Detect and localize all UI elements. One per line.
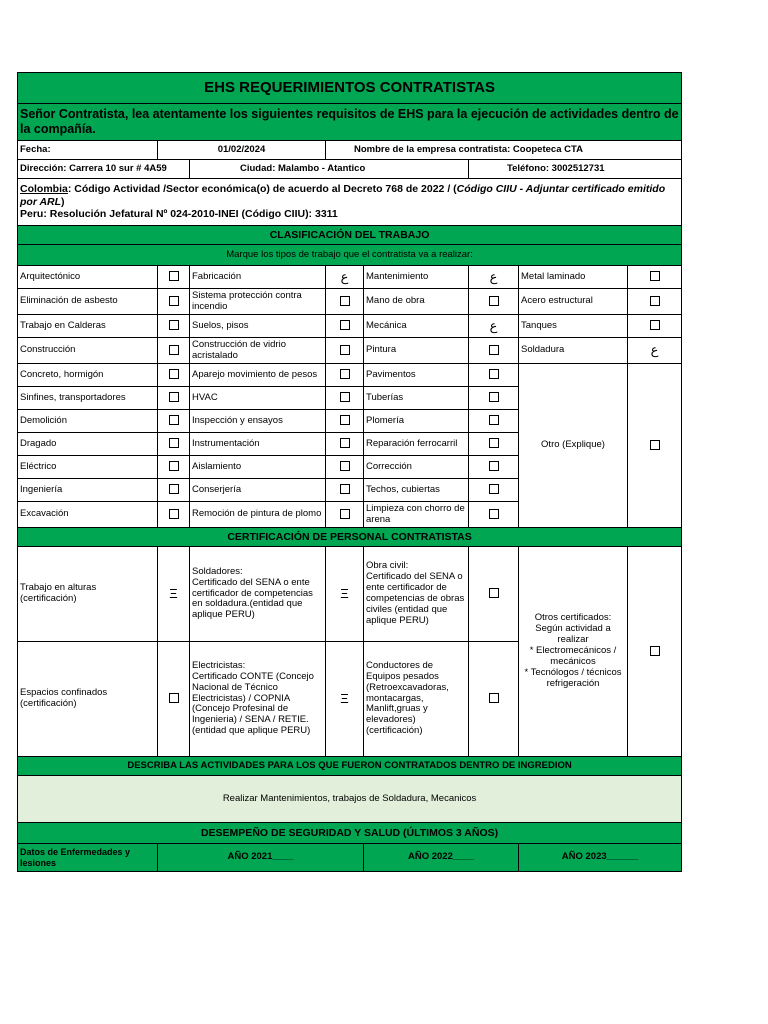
checkbox-empty-icon: [169, 461, 179, 471]
checkbox-empty-icon: [340, 415, 350, 425]
empresa-field[interactable]: Nombre de la empresa contratista: Coopeteca CTA: [326, 141, 682, 160]
checkbox-techos-cubiertas[interactable]: [469, 479, 519, 502]
checkbox-demolicion[interactable]: [158, 410, 190, 433]
year-2022-field[interactable]: AÑO 2022____: [364, 844, 519, 872]
checkbox-correccion[interactable]: [469, 456, 519, 479]
checkbox-empty-icon: [340, 320, 350, 330]
checkbox-construccion[interactable]: [158, 338, 190, 364]
checkbox-acero-estructural[interactable]: [628, 289, 682, 315]
checkbox-dragado[interactable]: [158, 433, 190, 456]
cert-obra-civil-label: Obra civil: Certificado del SENA o ente certificador de competencias de obras civiles (entidad que aplique PERU): [364, 547, 469, 642]
work-type-label: Limpieza con chorro de arena: [364, 502, 469, 528]
cert-confinados-label: Espacios confinados (certificación): [18, 642, 158, 757]
checkbox-empty-icon: [340, 461, 350, 471]
work-type-label: Trabajo en Calderas: [18, 315, 158, 338]
checkbox-sinfines-transportadores[interactable]: [158, 387, 190, 410]
checkbox-tanques[interactable]: [628, 315, 682, 338]
checkbox-empty-icon: [340, 296, 350, 306]
checkbox-empty-icon: [489, 509, 499, 519]
checkbox-mecanica[interactable]: [469, 315, 519, 338]
cert-electricistas-checkbox[interactable]: [326, 642, 364, 757]
checkbox-empty-icon: [169, 271, 179, 281]
checkbox-pintura[interactable]: [469, 338, 519, 364]
checkbox-concreto-hormigon[interactable]: [158, 364, 190, 387]
work-type-label: Concreto, hormigón: [18, 364, 158, 387]
checkbox-aparejo-movimiento-de-pesos[interactable]: [326, 364, 364, 387]
checkbox-empty-icon: [169, 509, 179, 519]
checkbox-empty-icon: [650, 440, 660, 450]
clasificacion-subheader: Marque los tipos de trabajo que el contratista va a realizar:: [18, 245, 682, 266]
checkbox-empty-icon: [169, 345, 179, 355]
work-type-label: Sinfines, transportadores: [18, 387, 158, 410]
checkbox-plomeria[interactable]: [469, 410, 519, 433]
work-type-label: Tanques: [519, 315, 628, 338]
checked-mark-icon: ع: [489, 317, 498, 333]
checkbox-reparacion-ferrocarril[interactable]: [469, 433, 519, 456]
checkbox-aislamiento[interactable]: [326, 456, 364, 479]
desempeno-row-label: Datos de Enfermedades y lesiones: [18, 844, 158, 872]
cert-alturas-checkbox[interactable]: [158, 547, 190, 642]
year-2023-field[interactable]: AÑO 2023______: [519, 844, 682, 872]
checkbox-empty-icon: [489, 392, 499, 402]
checkbox-empty-icon: [340, 369, 350, 379]
checkbox-suelos-pisos[interactable]: [326, 315, 364, 338]
checked-mark-icon: ع: [340, 268, 349, 284]
checkbox-empty-icon: [650, 646, 660, 656]
checkbox-empty-icon: [650, 320, 660, 330]
work-type-label: Construcción de vidrio acristalado: [190, 338, 326, 364]
actividades-header: DESCRIBA LAS ACTIVIDADES PARA LOS QUE FUERON CONTRATADOS DENTRO DE INGREDION: [18, 757, 682, 776]
checkbox-empty-icon: [340, 392, 350, 402]
work-type-label: Eléctrico: [18, 456, 158, 479]
work-type-label: Aislamiento: [190, 456, 326, 479]
colombia-italic: Código CIIU - Adjuntar certificado emitido por ARL: [20, 183, 666, 208]
checkbox-ingenieria[interactable]: [158, 479, 190, 502]
intro-text: Señor Contratista, lea atentamente los siguientes requisitos de EHS para la ejecución de actividades dentro de la compañía.: [18, 104, 682, 141]
checkbox-trabajo-en-calderas[interactable]: [158, 315, 190, 338]
checkbox-construccion-de-vidrio-acristalado[interactable]: [326, 338, 364, 364]
work-type-label: Reparación ferrocarril: [364, 433, 469, 456]
checkbox-empty-icon: [169, 296, 179, 306]
checkbox-empty-icon: [489, 438, 499, 448]
work-type-label: Plomería: [364, 410, 469, 433]
checkbox-empty-icon: [489, 296, 499, 306]
work-type-label: Demolición: [18, 410, 158, 433]
work-type-label: Conserjería: [190, 479, 326, 502]
cert-otros-label: Otros certificados: Según actividad a realizar * Electromecánicos / mecánicos * Tecnólogos / técnicos refrigeración: [519, 547, 628, 757]
checkbox-arquitectonico[interactable]: [158, 266, 190, 289]
checkbox-inspeccion-y-ensayos[interactable]: [326, 410, 364, 433]
checkbox-remocion-de-pintura-de-plomo[interactable]: [326, 502, 364, 528]
checkbox-conserjeria[interactable]: [326, 479, 364, 502]
checkbox-empty-icon: [340, 484, 350, 494]
fecha-label: Fecha:: [18, 141, 158, 160]
clasificacion-header: CLASIFICACIÓN DEL TRABAJO: [18, 226, 682, 245]
work-type-label: Acero estructural: [519, 289, 628, 315]
cert-electricistas-mark: Ξ: [340, 690, 349, 706]
year-2021-field[interactable]: AÑO 2021____: [158, 844, 364, 872]
work-type-label: Suelos, pisos: [190, 315, 326, 338]
cert-alturas-label: Trabajo en alturas (certificación): [18, 547, 158, 642]
cert-conductores-label: Conductores de Equipos pesados (Retroexcavadoras, montacargas, Manlift,gruas y elevadores) (certificación): [364, 642, 469, 757]
work-type-label: Soldadura: [519, 338, 628, 364]
checked-mark-icon: ع: [489, 268, 498, 284]
checkbox-empty-icon: [489, 588, 499, 598]
checkbox-empty-icon: [489, 415, 499, 425]
checkbox-empty-icon: [169, 693, 179, 703]
checkbox-empty-icon: [489, 693, 499, 703]
work-type-label: Instrumentación: [190, 433, 326, 456]
checkbox-empty-icon: [169, 415, 179, 425]
work-type-label: Metal laminado: [519, 266, 628, 289]
checkbox-electrico[interactable]: [158, 456, 190, 479]
checkbox-empty-icon: [489, 369, 499, 379]
checkbox-hvac[interactable]: [326, 387, 364, 410]
checkbox-otro[interactable]: [628, 364, 682, 528]
checkbox-mantenimiento[interactable]: [469, 266, 519, 289]
checkbox-empty-icon: [650, 296, 660, 306]
checkbox-mano-de-obra[interactable]: [469, 289, 519, 315]
cert-soldadores-checkbox[interactable]: [326, 547, 364, 642]
work-type-label: Remoción de pintura de plomo: [190, 502, 326, 528]
cert-soldadores-mark: Ξ: [340, 585, 349, 601]
checkbox-empty-icon: [489, 345, 499, 355]
cert-soldadores-label: Soldadores: Certificado del SENA o ente certificador de competencias en soldadura.(entidad que aplique PERU): [190, 547, 326, 642]
checkbox-metal-laminado[interactable]: [628, 266, 682, 289]
work-type-label: HVAC: [190, 387, 326, 410]
cert-obra-civil-checkbox[interactable]: [469, 547, 519, 642]
work-type-label: Pavimentos: [364, 364, 469, 387]
checkbox-empty-icon: [340, 438, 350, 448]
cert-otros-checkbox[interactable]: [628, 547, 682, 757]
legal-block: [18, 179, 682, 226]
cert-conductores-checkbox[interactable]: [469, 642, 519, 757]
checkbox-empty-icon: [340, 509, 350, 519]
checkbox-limpieza-con-chorro-de-arena[interactable]: [469, 502, 519, 528]
work-type-label: Mano de obra: [364, 289, 469, 315]
peru-text: Peru: Resolución Jefatural Nº 024-2010-INEI (Código CIIU): 3311: [20, 208, 338, 221]
telefono-field[interactable]: Teléfono: 3002512731: [469, 160, 682, 179]
form-title: EHS REQUERIMIENTOS CONTRATISTAS: [18, 73, 682, 104]
fecha-value[interactable]: 01/02/2024: [158, 141, 326, 160]
checkbox-empty-icon: [489, 461, 499, 471]
checkbox-empty-icon: [340, 345, 350, 355]
work-type-label: Excavación: [18, 502, 158, 528]
cert-electricistas-label: Electricistas: Certificado CONTE (Concejo Nacional de Técnico Electricistas) / COPNIA (Concejo Profesinal de Ingenieria) / SENA / RETIE. (entidad que aplique PERU): [190, 642, 326, 757]
ehs-table: [17, 72, 682, 872]
work-type-label: Inspección y ensayos: [190, 410, 326, 433]
work-type-label: Techos, cubiertas: [364, 479, 469, 502]
work-type-label: Mecánica: [364, 315, 469, 338]
work-type-label: Ingeniería: [18, 479, 158, 502]
work-type-label: Construcción: [18, 338, 158, 364]
certificacion-header: CERTIFICACIÓN DE PERSONAL CONTRATISTAS: [18, 528, 682, 547]
ehs-form: [17, 72, 681, 872]
checkbox-empty-icon: [169, 484, 179, 494]
checkbox-empty-icon: [169, 320, 179, 330]
checkbox-empty-icon: [169, 438, 179, 448]
checkbox-excavacion[interactable]: [158, 502, 190, 528]
work-type-label: Arquitectónico: [18, 266, 158, 289]
work-type-label: Eliminación de asbesto: [18, 289, 158, 315]
work-type-label: Aparejo movimiento de pesos: [190, 364, 326, 387]
checkbox-fabricacion[interactable]: [326, 266, 364, 289]
desempeno-header: DESEMPEÑO DE SEGURIDAD Y SALUD (ÚLTIMOS 3 AÑOS): [18, 823, 682, 844]
checkbox-empty-icon: [169, 392, 179, 402]
work-type-label: Dragado: [18, 433, 158, 456]
checkbox-sistema-proteccion-contra-incendio[interactable]: [326, 289, 364, 315]
checkbox-eliminacion-de-asbesto[interactable]: [158, 289, 190, 315]
colombia-close: ): [61, 195, 65, 208]
checkbox-pavimentos[interactable]: [469, 364, 519, 387]
direccion-field[interactable]: Dirección: Carrera 10 sur # 4A59: [18, 160, 190, 179]
otro-label: Otro (Explique): [519, 364, 628, 528]
checkbox-empty-icon: [489, 484, 499, 494]
checkbox-empty-icon: [169, 369, 179, 379]
work-type-label: Corrección: [364, 456, 469, 479]
checkbox-instrumentacion[interactable]: [326, 433, 364, 456]
checkbox-soldadura[interactable]: [628, 338, 682, 364]
actividades-text[interactable]: Realizar Mantenimientos, trabajos de Soldadura, Mecanicos: [18, 776, 682, 823]
checkbox-tuberias[interactable]: [469, 387, 519, 410]
work-type-label: Pintura: [364, 338, 469, 364]
work-type-label: Mantenimiento: [364, 266, 469, 289]
checked-mark-icon: ع: [650, 342, 659, 358]
cert-confinados-checkbox[interactable]: [158, 642, 190, 757]
cert-alturas-mark: Ξ: [169, 585, 178, 601]
ciudad-field[interactable]: Ciudad: Malambo - Atantico: [190, 160, 469, 179]
work-type-label: Sistema protección contra incendio: [190, 289, 326, 315]
work-type-label: Fabricación: [190, 266, 326, 289]
checkbox-empty-icon: [650, 271, 660, 281]
work-type-label: Tuberías: [364, 387, 469, 410]
colombia-label: Colombia: [20, 183, 68, 196]
colombia-text: : Código Actividad /Sector económica(o) de acuerdo al Decreto 768 de 2022 / (: [67, 183, 457, 196]
